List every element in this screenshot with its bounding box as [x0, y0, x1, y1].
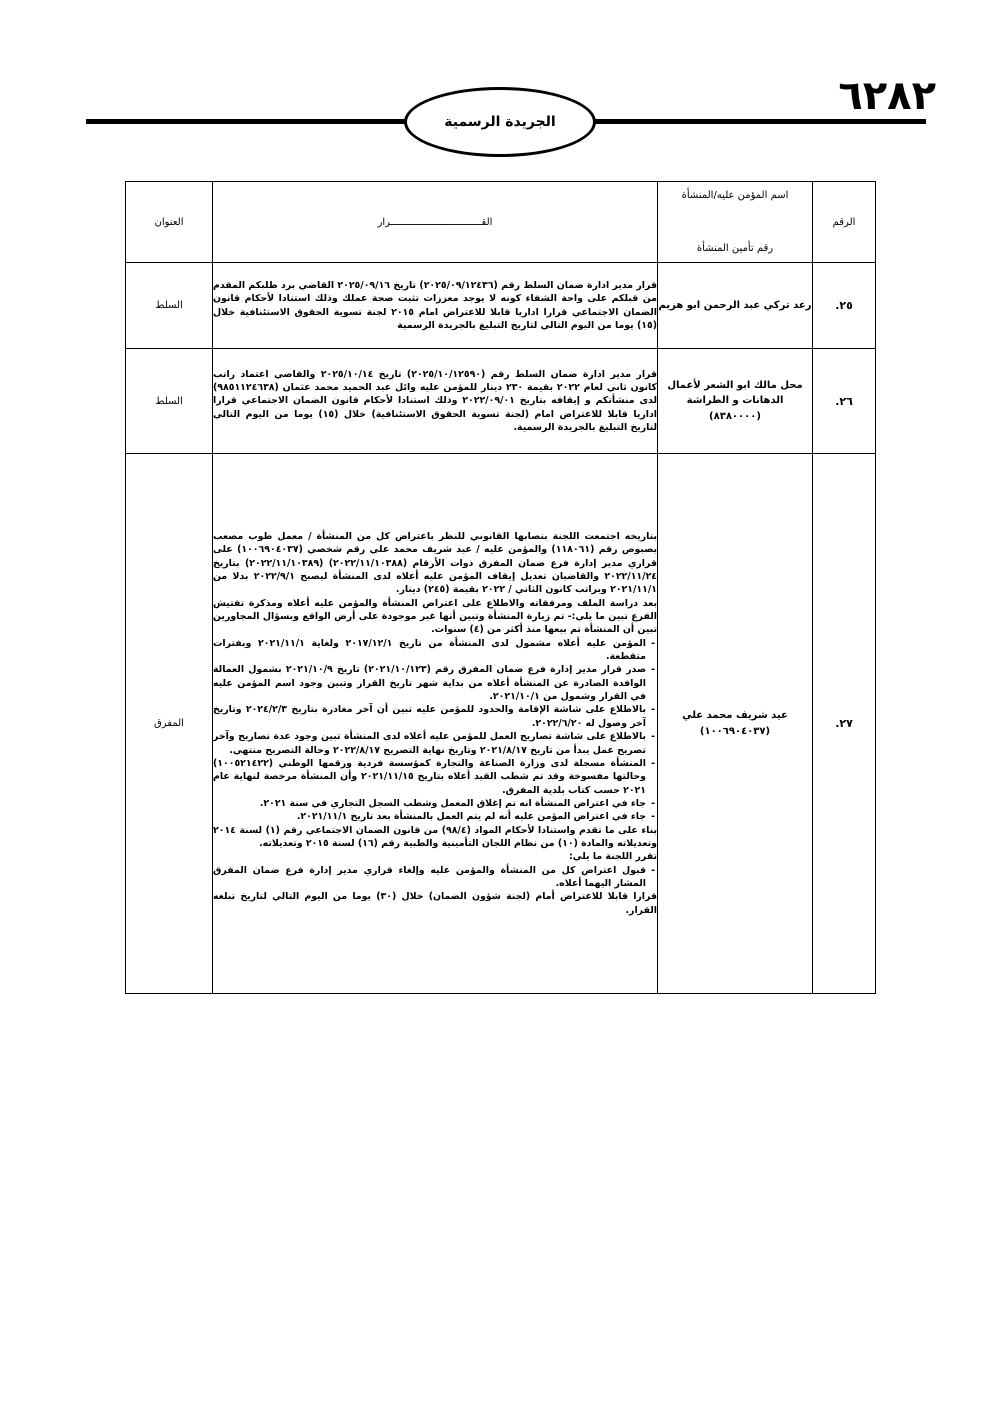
row-name: محل مالك ابو الشعر لأعمال الدهانات و الطراشة (٨٣٨٠٠٠٠) — [658, 349, 813, 454]
decision-intro: بتاريخه اجتمعت اللجنة بنصابها القانوني للنظر باعتراض كل من المنشأة / معمل طوب مصعب بصبوص رقم (١١٨٠٦١) والمؤمن عليه / عيد شريف محمد علي رقم شخصي (١٠٠٦٩٠٤٠٣٧) على قراري مدير إدارة فرع ضمان المفرق ذوات الأرقام (٢٠٢٢/١١/١٠٣٨٨) (٢٠٢٢/١١/١٠٣٨٩) بتاريخ ٢٠٢٢/١١/٢٤ والقاضيان تعديل إيقاف المؤمن عليه أعلاه لدى المنشأة ليصبح ٢٠٢٢/٩/١ بدلا من ٢٠٢١/١١/١ وبراتب كانون الثاني / ٢٠٢٢ بقيمة (٢٤٥) دينار. — [213, 531, 658, 596]
list-item: - جاء في اعتراض المؤمن عليه أنه لم يتم العمل بالمنشأة بعد تاريخ ٢٠٢١/١١/١. — [213, 810, 646, 823]
list-item: - قبول اعتراض كل من المنشأة والمؤمن عليه وإلغاء قراري مدير إدارة فرع ضمان المفرق المشار اليهما أعلاه. — [213, 864, 646, 891]
row-number: ٢٥. — [813, 263, 876, 349]
table-row — [126, 263, 876, 349]
row-decision: قرار مدير ادارة ضمان السلط رقم (٢٠٢٥/١٠/١٢٥٩٠) تاريخ ٢٠٢٥/١٠/١٤ والقاضي اعتماد راتب كانون ثاني لعام ٢٠٢٢ بقيمة ٢٣٠ دينار للمؤمن عليه وائل عبد الحميد محمد عثمان (٩٨٥١١٢٤٦٣٨) لدى منشأتكم و إيقافه بتاريخ ٢٠٢٢/٠٩/٠١ وذلك استنادا لأحكام قانون الضمان الاجتماعي قرارا اداريا قابلا للاعتراض امام (لجنة تسوية الحقوق الاستئنافية) خلال (١٥) يوما من اليوم التالي لتاريخ التبليغ بالجريدة الرسمية. — [213, 349, 658, 454]
resolutions-list — [213, 864, 657, 891]
row-number: ٢٧. — [813, 454, 876, 994]
list-item: - المنشأة مسجلة لدى وزارة الصناعة والتجارة كمؤسسة فردية ورقمها الوطني (١٠٠٥٢١٤٢٢) وحالتها مفسوخة وقد تم شطب القيد أعلاه بتاريخ ٢٠٢١/١١/١٥ وأن المنشأة مرخصة لنهاية عام ٢٠٢١ حسب كتاب بلدية المفرق. — [213, 757, 646, 797]
decision-closing: قرارا قابلا للاعتراض أمام (لجنة شؤون الضمان) خلال (٣٠) يوما من اليوم التالي لتاريخ تبلغه القرار. — [213, 891, 657, 916]
header-name-line1: اسم المؤمن عليه/المنشأة — [681, 190, 789, 201]
table-row — [126, 454, 876, 994]
header-decision: القـــــــــــــــــــــــــــــــرار — [213, 182, 658, 263]
row-name: رعد تركي عبد الرحمن ابو هزيم — [658, 263, 813, 349]
table-row — [126, 349, 876, 454]
header-address: العنوان — [126, 182, 213, 263]
header-number: الرقم — [813, 182, 876, 263]
decision-heading: تقرر اللجنة ما يلي: — [568, 851, 657, 863]
list-item: - المؤمن عليه أعلاه مشمول لدى المنشأة من تاريخ ٢٠١٧/١٢/١ ولغاية ٢٠٢١/١١/١ وبفترات متقطعة. — [213, 637, 646, 664]
row-address: السلط — [126, 263, 213, 349]
decision-basis: بناء على ما تقدم واستنادا لأحكام المواد (٩٨/٤) من قانون الضمان الاجتماعي رقم (١) لسنة ٢٠١٤ وتعديلاته والمادة (١٠) من نظام اللجان التأمينية والطبية رقم (١٦) لسنة ٢٠١٥ وتعديلاته. — [213, 824, 657, 849]
establishment-code: (٨٣٨٠٠٠٠) — [709, 410, 761, 422]
row-decision: قرار مدير ادارة ضمان السلط رقم (٢٠٢٥/٠٩/١٢٤٣٦) تاريخ ٢٠٢٥/٠٩/١٦ القاضي برد طلبكم المقدم من قبلكم على واحة الشفاء كونه لا يوجد معززات تثبت صحة عملك وذلك استنادا لأحكام قانون الضمان الاجتماعي قرارا اداريا قابلا للاعتراض امام ٢٠١٥ لجنة تسوية الحقوق الاستئنافية خلال (١٥) يوما من اليوم التالي لتاريخ التبليغ بالجريدة الرسمية — [213, 263, 658, 349]
decision-study: بعد دراسة الملف ومرفقاته والاطلاع على اعتراض المنشأة والمؤمن عليه أعلاه ومذكرة تفتيش الفرع تبين ما يلي:- تم زيارة المنشأة وتبين أنها غير موجودة على أرض الواقع وبسؤال المجاورين تبين أن المنشأة تم بيعها منذ أكثر من (٤) سنوات. — [213, 597, 657, 636]
row-decision — [213, 454, 658, 994]
personal-number: (١٠٠٦٩٠٤٠٣٧) — [699, 725, 771, 737]
list-item: - جاء في اعتراض المنشأة انه تم إغلاق المعمل وشطب السجل التجاري في سنة ٢٠٢١. — [213, 797, 646, 810]
row-name: عيد شريف محمد علي (١٠٠٦٩٠٤٠٣٧) — [658, 454, 813, 994]
gazette-title: الجريدة الرسمية — [444, 114, 556, 130]
header-name-line2: رقم تأمين المنشأة — [696, 243, 774, 254]
findings-list — [213, 637, 657, 824]
row-number: ٢٦. — [813, 349, 876, 454]
header-name — [658, 182, 813, 263]
list-item: - بالاطلاع على شاشة الإقامة والحدود للمؤمن عليه تبين أن آخر مغادرة بتاريخ ٢٠٢٤/٢/٣ وتاريخ آخر وصول له ٢٠٢٢/٦/٢٠. — [213, 703, 646, 730]
list-item: - صدر قرار مدير إدارة فرع ضمان المفرق رقم (٢٠٢١/١٠/١٢٣) تاريخ ٢٠٢١/١٠/٩ بشمول العمالة الوافدة الصادرة عن المنشأة أعلاه من بداية شهر تاريخ القرار وتبين وجود اسم المؤمن عليه في القرار وشمول من ٢٠٢١/١٠/١. — [213, 663, 646, 703]
page-number: ٦٢٨٢ — [838, 73, 936, 119]
decisions-table — [125, 181, 876, 994]
list-item: - بالاطلاع على شاشة تصاريح العمل للمؤمن عليه أعلاه لدى المنشأة تبين وجود عدة تصاريح وآخر تصريح عمل يبدأ من تاريخ ٢٠٢١/٨/١٧ وتاريخ نهاية التصريح ٢٠٢٢/٨/١٧ وحالة التصريح منتهي. — [213, 730, 646, 757]
row-address: السلط — [126, 349, 213, 454]
row-address: المفرق — [126, 454, 213, 994]
table-header-row — [126, 182, 876, 263]
header-title-oval — [404, 87, 596, 157]
